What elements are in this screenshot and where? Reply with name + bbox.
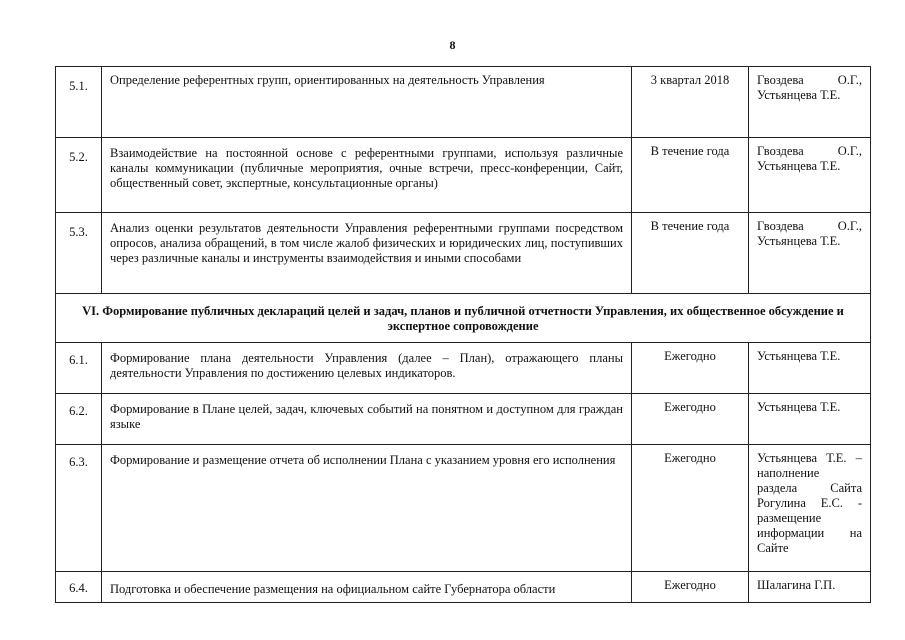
- row-responsible: Устьянцева Т.Е. – наполнение раздела Сайта Рогулина Е.С. - размещение информации на Сайте: [749, 445, 871, 572]
- row-number: 5.2.: [56, 138, 102, 213]
- row-responsible: Гвоздева О.Г., Устьянцева Т.Е.: [749, 138, 871, 213]
- table-row: [56, 445, 871, 572]
- table-row: [56, 572, 871, 603]
- row-term: Ежегодно: [632, 343, 749, 394]
- table-row: [56, 138, 871, 213]
- row-term: Ежегодно: [632, 394, 749, 445]
- row-description: Формирование в Плане целей, задач, ключевых событий на понятном и доступном для граждан языке: [102, 394, 632, 445]
- plan-table: [55, 66, 871, 603]
- row-number: 6.3.: [56, 445, 102, 572]
- table-row: [56, 394, 871, 445]
- row-number: 6.1.: [56, 343, 102, 394]
- row-responsible: Устьянцева Т.Е.: [749, 394, 871, 445]
- row-term: В течение года: [632, 138, 749, 213]
- row-term: 3 квартал 2018: [632, 67, 749, 138]
- row-description: Формирование и размещение отчета об исполнении Плана с указанием уровня его исполнения: [102, 445, 632, 572]
- table-row: [56, 213, 871, 294]
- section-header-row: [56, 294, 871, 343]
- row-number: 5.3.: [56, 213, 102, 294]
- row-term: В течение года: [632, 213, 749, 294]
- row-term: Ежегодно: [632, 572, 749, 603]
- row-number: 6.4.: [56, 572, 102, 603]
- row-description: Взаимодействие на постоянной основе с референтными группами, используя различные каналы коммуникации (публичные мероприятия, очные встречи, пресс-конференции, Сайт, общественный совет, экспертные, консультационные органы): [102, 138, 632, 213]
- row-responsible: Устьянцева Т.Е.: [749, 343, 871, 394]
- row-responsible: Гвоздева О.Г., Устьянцева Т.Е.: [749, 67, 871, 138]
- page-number: 8: [449, 38, 456, 52]
- row-number: 5.1.: [56, 67, 102, 138]
- row-description: Анализ оценки результатов деятельности Управления референтными группами посредством опросов, анализа обращений, в том числе жалоб физических и юридических лиц, поступивших через различные каналы и инструменты взаимодействия и иными способами: [102, 213, 632, 294]
- table-row: [56, 343, 871, 394]
- row-responsible: Гвоздева О.Г., Устьянцева Т.Е.: [749, 213, 871, 294]
- row-responsible: Шалагина Г.П.: [749, 572, 871, 603]
- section-title: VI. Формирование публичных деклараций целей и задач, планов и публичной отчетности Управления, их общественное обсуждение и экспертное сопровождение: [56, 294, 871, 343]
- row-description: Подготовка и обеспечение размещения на официальном сайте Губернатора области: [102, 572, 632, 603]
- row-term: Ежегодно: [632, 445, 749, 572]
- row-number: 6.2.: [56, 394, 102, 445]
- row-description: Определение референтных групп, ориентированных на деятельность Управления: [102, 67, 632, 138]
- row-description: Формирование плана деятельности Управления (далее – План), отражающего планы деятельности Управления по достижению целевых индикаторов.: [102, 343, 632, 394]
- table-row: [56, 67, 871, 138]
